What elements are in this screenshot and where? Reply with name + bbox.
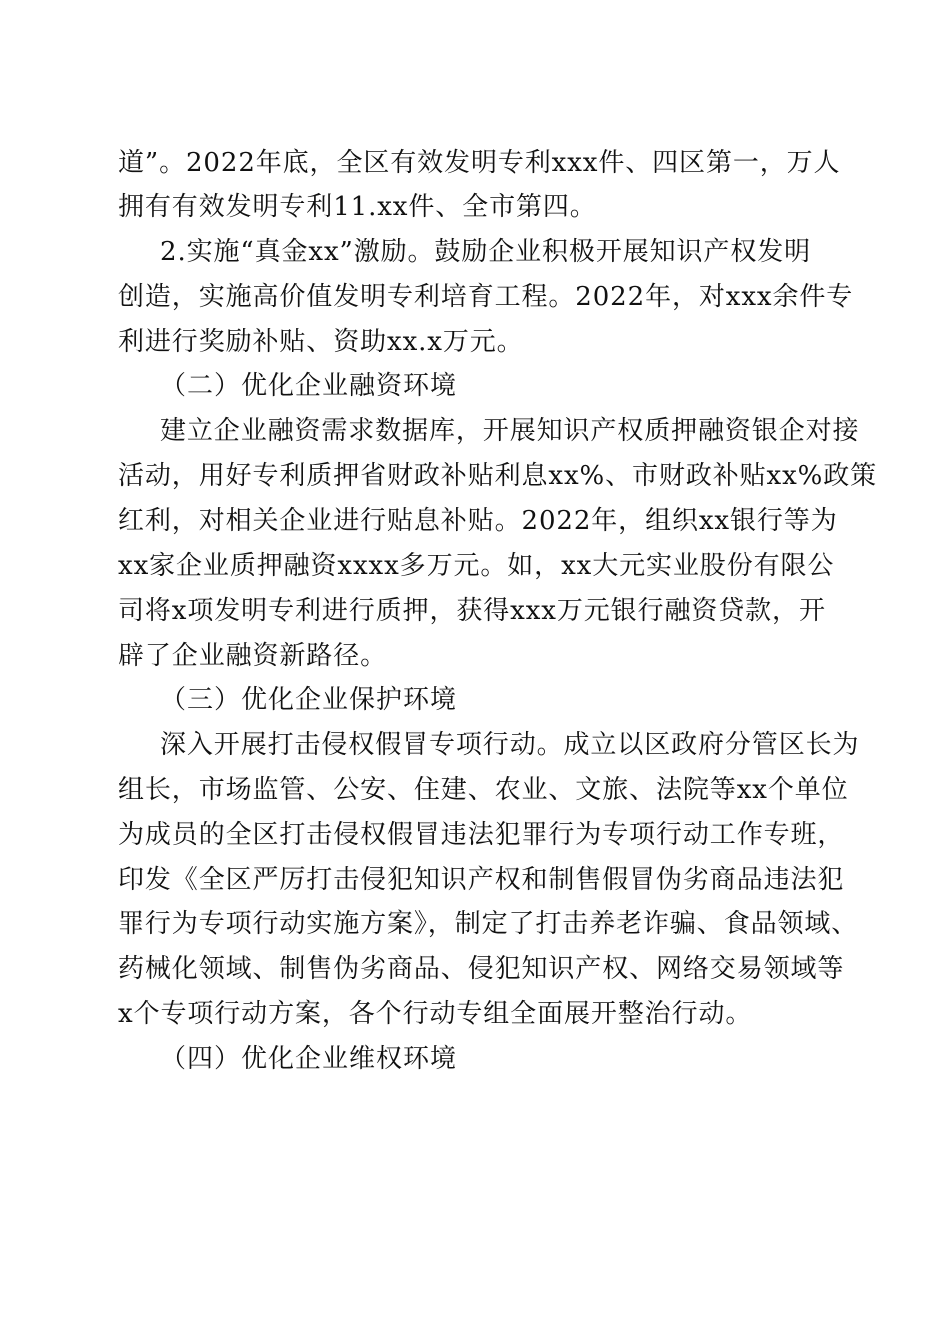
text-line: 药械化领域、制售伪劣商品、侵犯知识产权、网络交易领域等 <box>118 954 845 984</box>
text-line: x个专项行动方案，各个行动专组全面展开整治行动。 <box>118 999 753 1029</box>
text-line: xx家企业质押融资xxxx多万元。如，xx大元实业股份有限公 <box>118 551 835 581</box>
section-heading-2: （二）优化企业融资环境 <box>160 371 458 401</box>
text-line: 辟了企业融资新路径。 <box>118 641 388 671</box>
text-line: 活动，用好专利质押省财政补贴利息xx%、市财政补贴xx%政策 <box>118 461 878 491</box>
text-line: 组长，市场监管、公安、住建、农业、文旅、法院等xx个单位 <box>118 775 849 805</box>
text-line: 罪行为专项行动实施方案》，制定了打击养老诈骗、食品领域、 <box>118 909 859 939</box>
text-line: 为成员的全区打击侵权假冒违法犯罪行为专项行动工作专班， <box>118 820 845 850</box>
text-line: 拥有有效发明专利11.xx件、全市第四。 <box>118 192 597 222</box>
text-line: 创造，实施高价值发明专利培育工程。2022年，对xxx余件专 <box>118 282 854 312</box>
text-line: 印发《全区严厉打击侵犯知识产权和制售假冒伪劣商品违法犯 <box>118 865 845 895</box>
text-line: 红利，对相关企业进行贴息补贴。2022年，组织xx银行等为 <box>118 506 838 536</box>
text-line: 建立企业融资需求数据库，开展知识产权质押融资银企对接 <box>160 416 860 446</box>
text-line: 2.实施“真金xx”激励。鼓励企业积极开展知识产权发明 <box>160 237 812 267</box>
section-heading-3: （三）优化企业保护环境 <box>160 685 458 715</box>
text-line: 司将x项发明专利进行质押，获得xxx万元银行融资贷款，开 <box>118 596 826 626</box>
text-line: 道”。2022年底，全区有效发明专利xxx件、四区第一，万人 <box>118 148 841 178</box>
text-line: 利进行奖励补贴、资助xx.x万元。 <box>118 327 524 357</box>
section-heading-4: （四）优化企业维权环境 <box>160 1044 458 1074</box>
text-line: 深入开展打击侵权假冒专项行动。成立以区政府分管区长为 <box>160 730 860 760</box>
